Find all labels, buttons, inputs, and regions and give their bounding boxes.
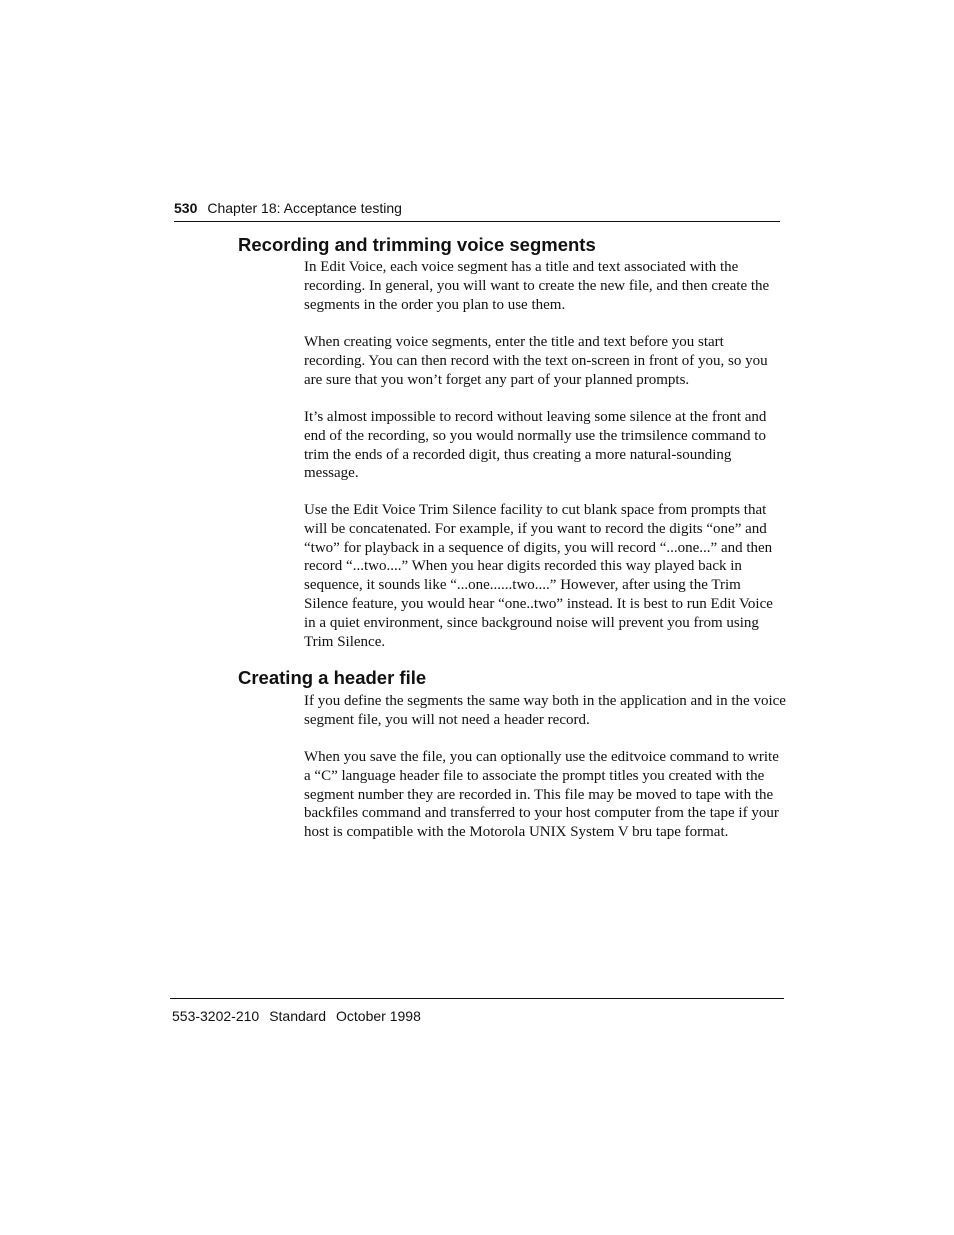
- section-heading-recording: Recording and trimming voice segments: [238, 234, 596, 255]
- page-number: 530: [174, 200, 198, 216]
- header-rule: [174, 221, 780, 222]
- document-status: Standard: [269, 1008, 327, 1024]
- paragraph-trim-silence-facility: Use the Edit Voice Trim Silence facility to cut blank space from prompts that will be concatenated. For example, if you want to record the digits “one” and “two” for playback in a sequence of digits, you will record “...one...” and then record “...two....” When you hear digits recorded this way played back in sequence, it sounds like “...one......two....” However, after using the Trim Silence feature, you would hear “one..two” instead. It is best to run Edit Voice in a quiet environment, since background noise will prevent you from using Trim Silence.: [304, 502, 773, 650]
- paragraph-creating-segments: When creating voice segments, enter the title and text before you start recording. You can then record with the text on-screen in front of you, so you are sure that you won’t forget any part of your planned prompts.: [304, 334, 768, 388]
- document-date: October 1998: [336, 1008, 421, 1024]
- document-number: 553-3202-210: [172, 1008, 260, 1024]
- running-footer: [172, 1007, 421, 1025]
- section-heading-header-file: Creating a header file: [238, 667, 427, 688]
- paragraph-trimsilence: It’s almost impossible to record without leaving some silence at the front and end of the recording, so you would normally use the trimsilence command to trim the ends of a recorded digit, thus creating a more natural-sounding message.: [304, 409, 767, 482]
- paragraph-define-segments: If you define the segments the same way both in the application and in the voice segment file, you will not need a header record.: [304, 693, 786, 728]
- footer-rule: [170, 998, 784, 999]
- paragraph-editvoice-command: When you save the file, you can optionally use the editvoice command to write a “C” language header file to associate the prompt titles you created with the segment number they are recorded in. This file may be moved to tape with the backfiles command and transferred to your host computer from the tape if your host is compatible with the Motorola UNIX System V bru tape format.: [304, 749, 779, 841]
- chapter-title: Chapter 18: Acceptance testing: [207, 200, 402, 216]
- running-header: [174, 199, 780, 217]
- paragraph-edit-voice-intro: In Edit Voice, each voice segment has a title and text associated with the recording. In general, you will want to create the new file, and then create the segments in the order you plan to use them.: [304, 259, 770, 313]
